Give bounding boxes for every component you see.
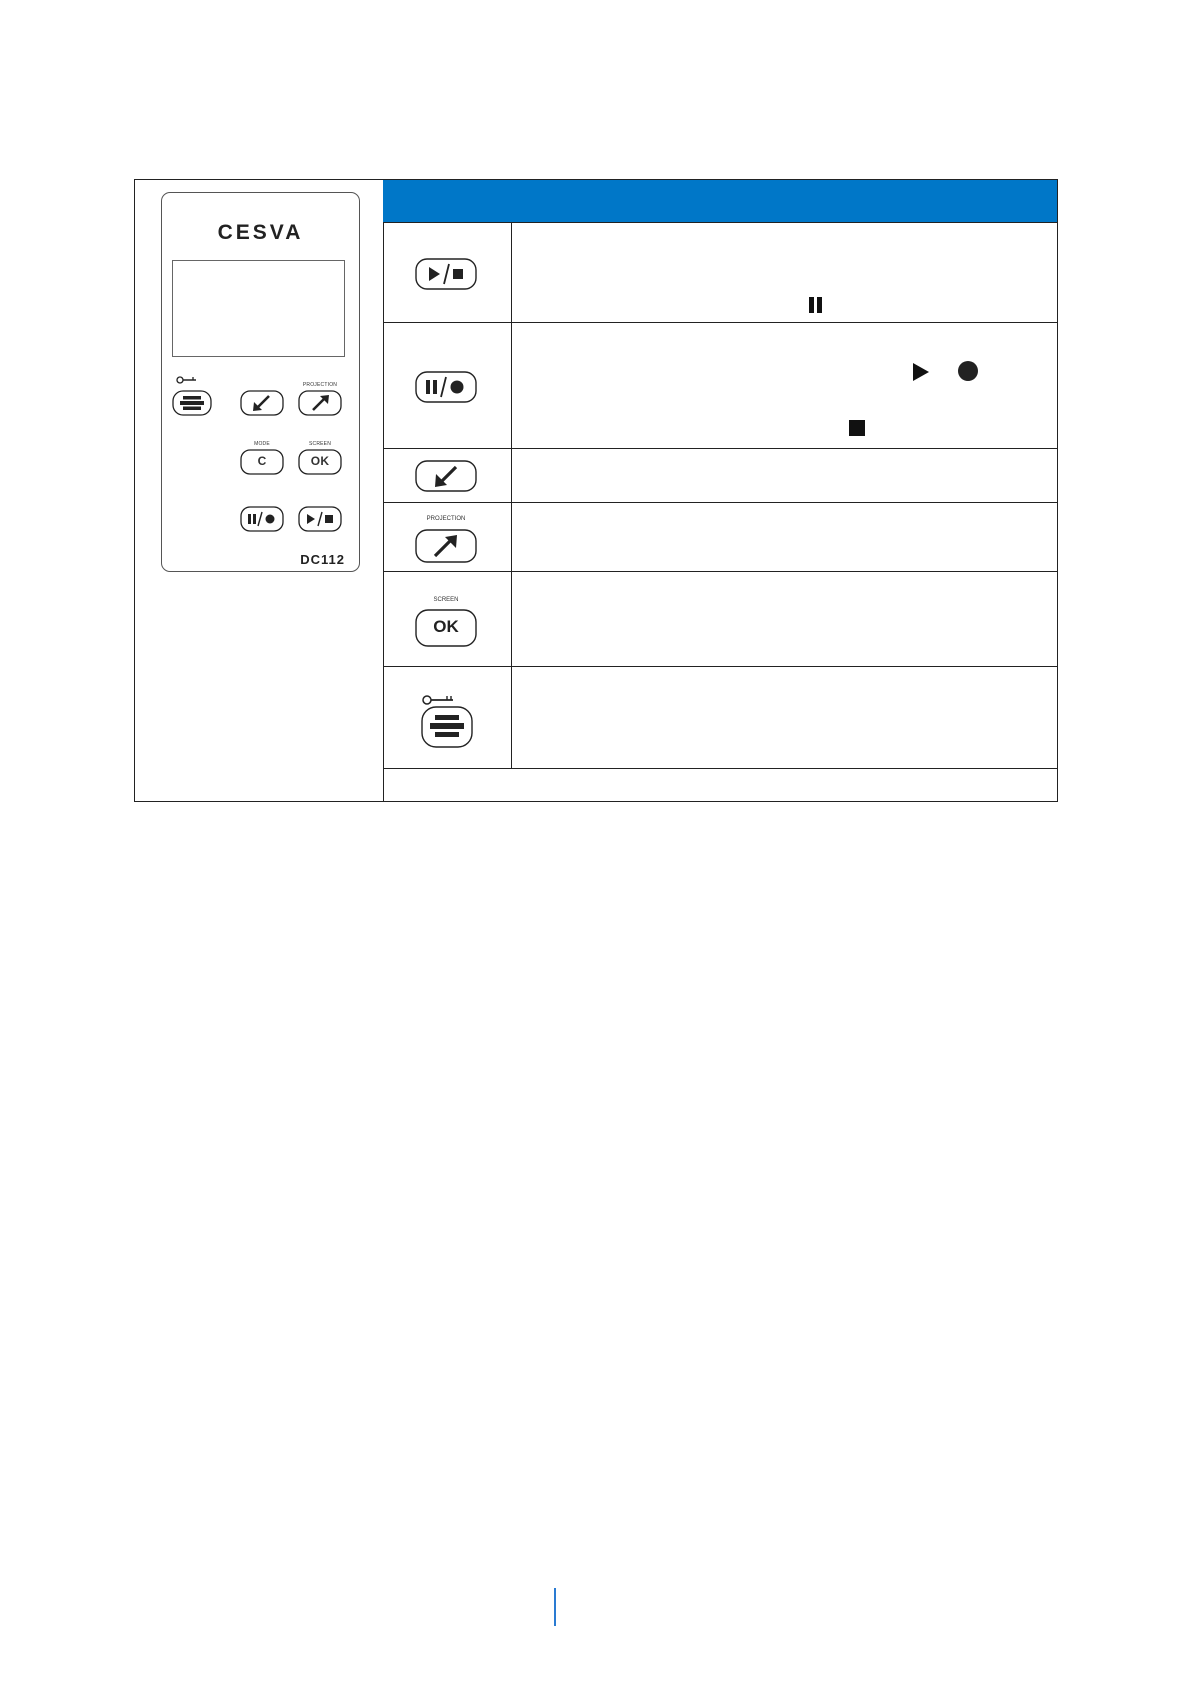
key-description-table	[134, 179, 1058, 802]
device-brand: CESVA	[217, 221, 304, 244]
lock-menu-key-icon	[419, 694, 475, 748]
mode-label: MODE	[254, 441, 270, 447]
key-icon-cell	[383, 223, 512, 323]
device-model: DC112	[300, 552, 345, 567]
key-icon-cell	[383, 503, 512, 572]
pause-record-key-icon	[415, 371, 477, 403]
play-symbol	[913, 363, 929, 381]
table-row	[383, 502, 1057, 572]
lock-key-icon	[176, 375, 198, 385]
key-description-cell	[511, 503, 1057, 572]
table-row	[383, 571, 1057, 667]
menu-key-icon	[172, 390, 212, 416]
pause-record-icon	[240, 506, 284, 532]
stop-symbol	[849, 420, 865, 436]
arrow-up-right-key-icon	[415, 529, 477, 563]
page-number-divider	[554, 1588, 556, 1626]
key-description-cell	[511, 449, 1057, 503]
screen-label: SCREEN	[308, 441, 332, 447]
key-icon-cell	[383, 323, 512, 449]
key-icon-cell	[383, 449, 512, 503]
table-row	[383, 222, 1057, 323]
key-description-cell	[511, 323, 1057, 449]
device-front-panel	[161, 192, 360, 572]
play-stop-icon	[298, 506, 342, 532]
table-footer-row	[383, 768, 1057, 802]
table-row	[383, 448, 1057, 503]
c-key-text: C	[257, 454, 267, 468]
screen-key-label: SCREEN	[433, 597, 459, 603]
arrow-down-left-icon	[240, 390, 284, 416]
table-row	[383, 666, 1057, 769]
key-description-cell	[511, 572, 1057, 667]
pause-symbol	[809, 297, 823, 313]
device-display	[172, 260, 345, 357]
table-row	[383, 322, 1057, 449]
key-icon-cell	[383, 572, 512, 667]
ok-key-text: OK	[433, 617, 459, 636]
ok-key-text: OK	[310, 454, 330, 468]
key-description-cell	[511, 223, 1057, 323]
device-illustration-column	[135, 180, 384, 801]
key-description-cell	[511, 667, 1057, 769]
projection-key-label: PROJECTION	[426, 516, 466, 522]
play-stop-key-icon	[415, 258, 477, 290]
arrow-down-left-key-icon	[415, 460, 477, 492]
record-symbol	[957, 360, 979, 382]
projection-label: PROJECTION	[302, 382, 338, 388]
table-header-bar	[383, 180, 1057, 222]
arrow-up-right-icon	[298, 390, 342, 416]
key-icon-cell	[383, 667, 512, 769]
